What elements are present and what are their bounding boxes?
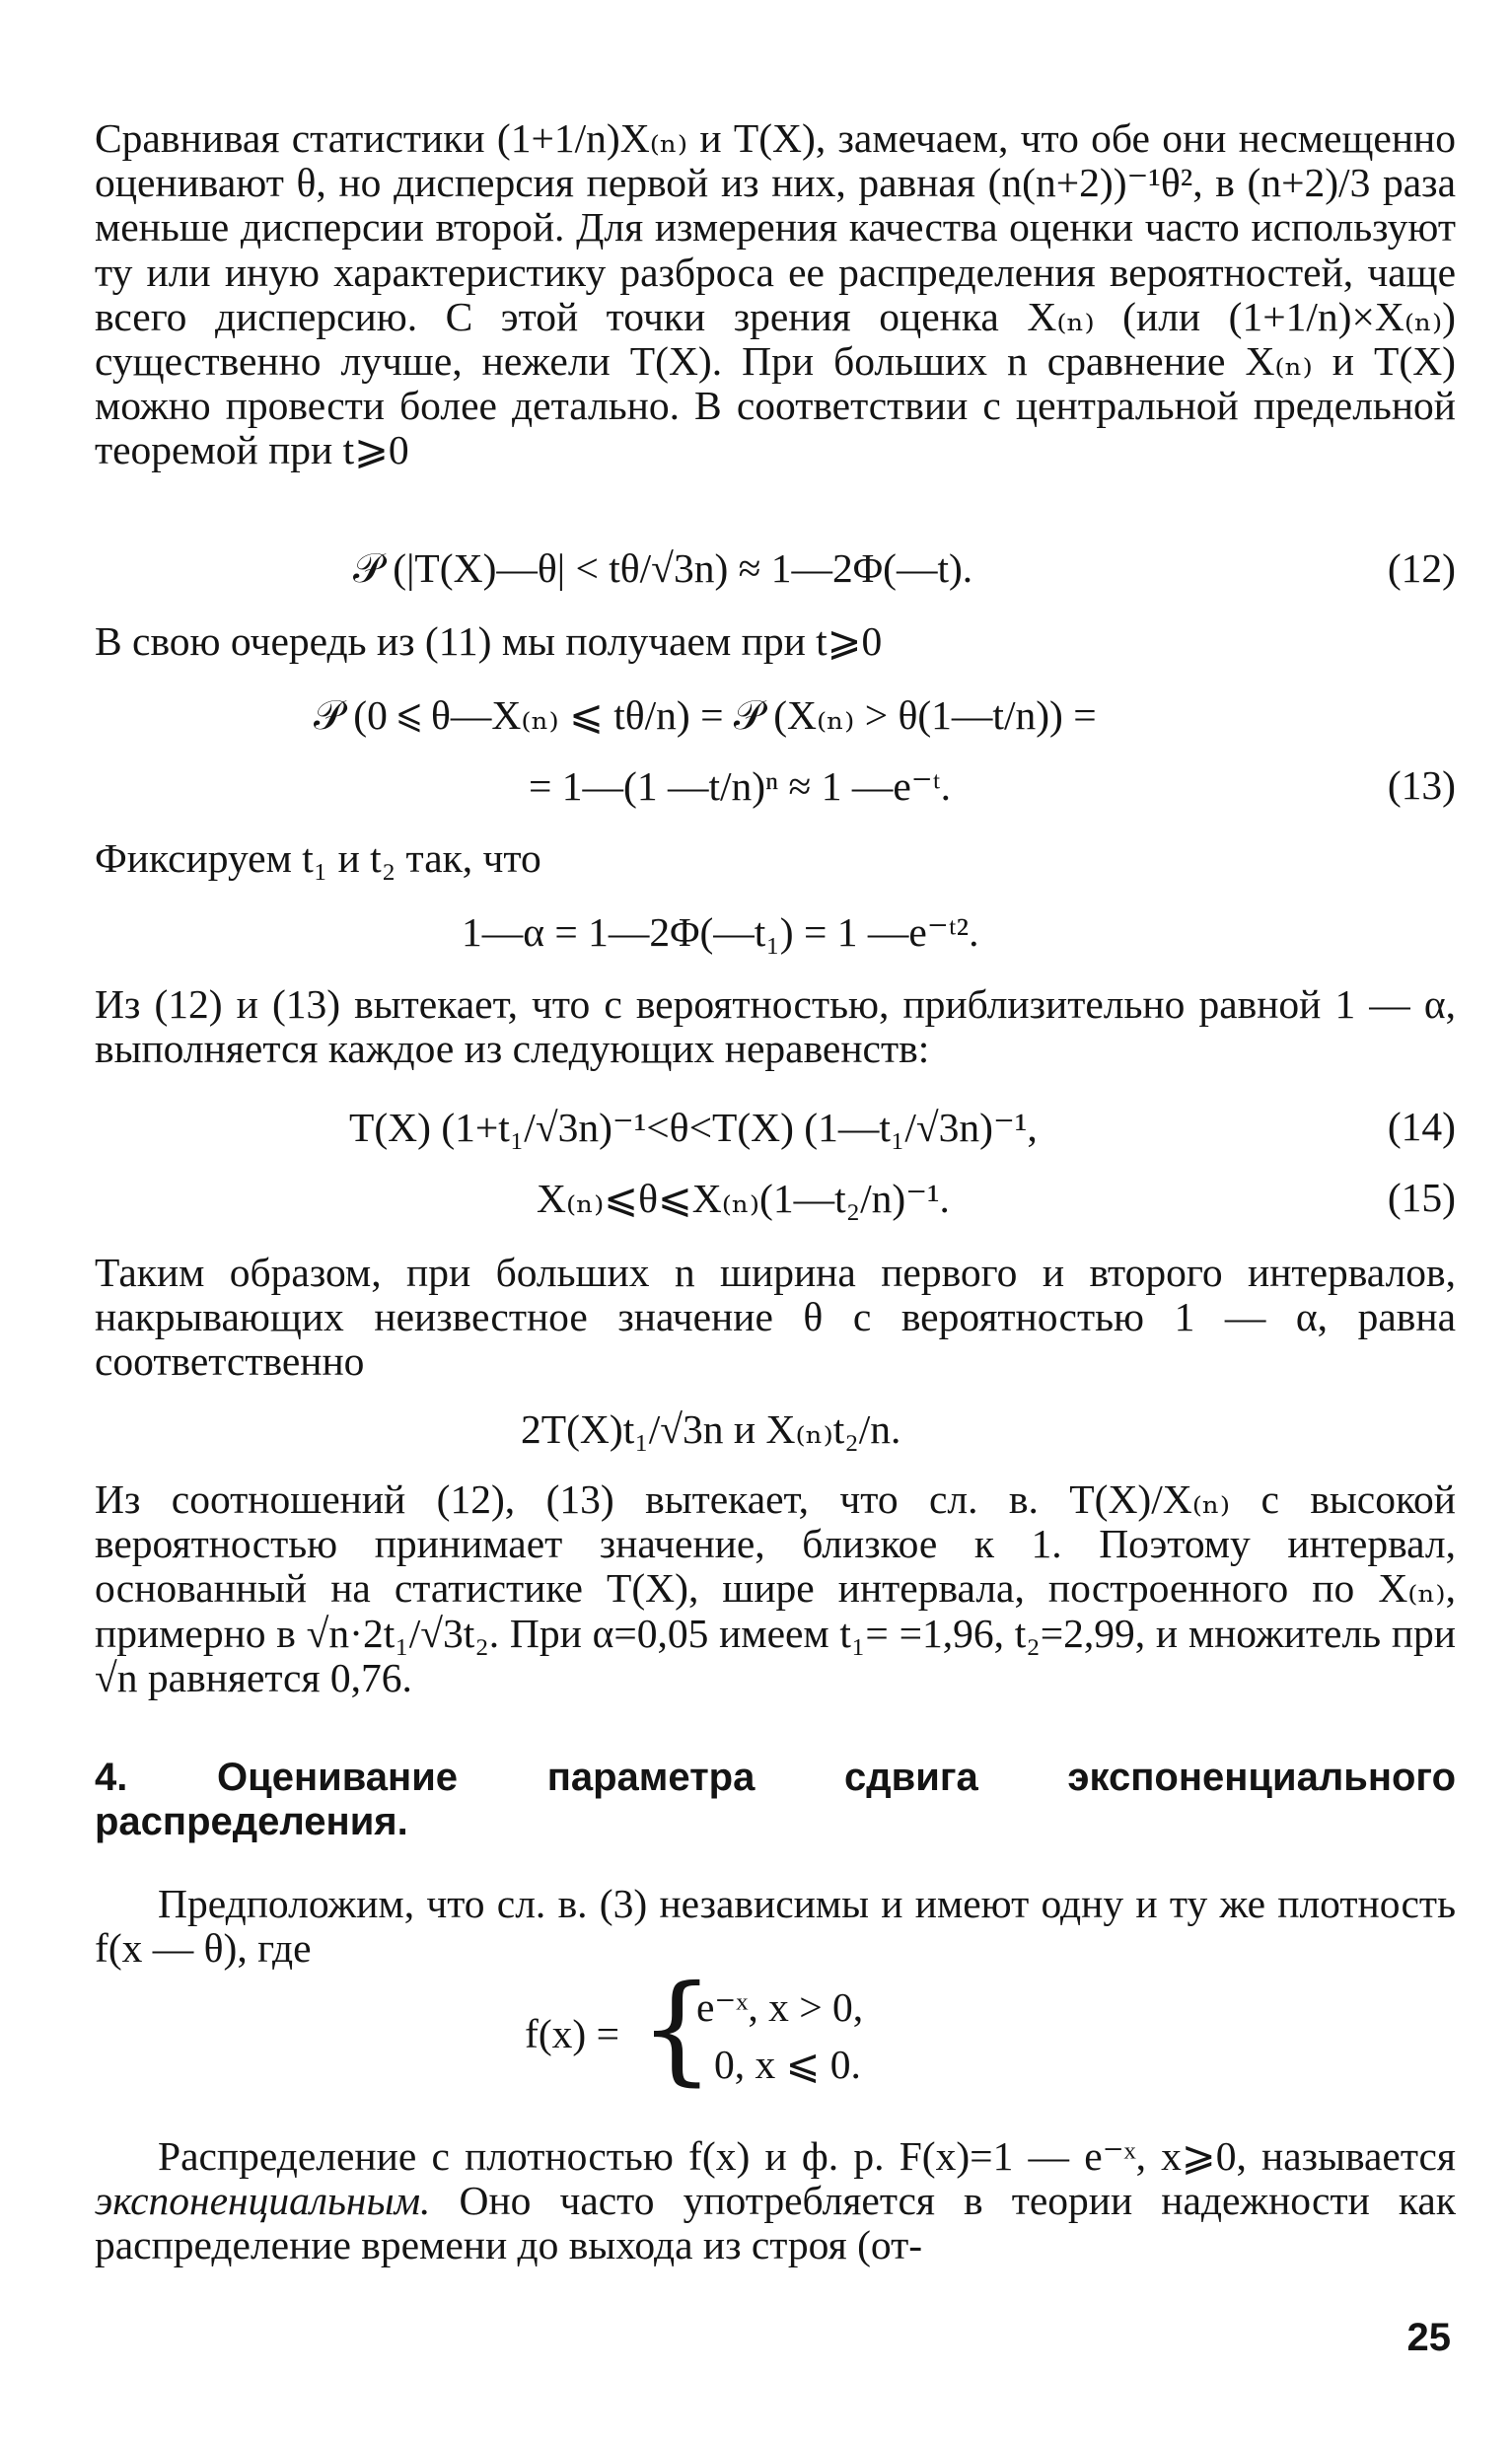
density-case-positive: e⁻ˣ, x > 0, (696, 1984, 864, 2030)
paragraph-7-text: Предположим, что сл. в. (3) независимы и имеют одну и ту же плотность f(x — θ), где (95, 1881, 1456, 1972)
equation-13-line1 (95, 690, 1456, 736)
paragraph-8-text-c: Оно часто употребляется в теории надежности как распределение времени до выхода из строя (от- (95, 2178, 1456, 2268)
equation-15 (95, 1174, 1456, 1219)
equation-12-number: (12) (1387, 545, 1456, 591)
density-brace: { (639, 1961, 715, 2098)
density-cases (95, 1961, 1456, 2098)
equation-14 (95, 1103, 1456, 1148)
paragraph-8-term: экспоненциальным. (95, 2178, 431, 2224)
equation-13-line2-expr: = 1—(1 —t/n)ⁿ ≈ 1 —e⁻ᵗ. (529, 763, 951, 809)
equation-density (95, 1961, 1456, 2101)
paragraph-8-text-a: Распределение с плотностью f(x) и ф. р. F(x)=1 — e⁻ˣ, x⩾0, называется (158, 2133, 1456, 2179)
equation-12-expr: 𝒫 (|T(X)—θ| < tθ/√3n) ≈ 1—2Φ(—t). (353, 545, 973, 591)
equation-fix (95, 907, 1456, 953)
equation-15-expr: X₍ₙ₎⩽θ⩽X₍ₙ₎(1—t₂/n)⁻¹. (537, 1176, 950, 1221)
equation-15-number: (15) (1387, 1175, 1456, 1220)
equation-13-number: (13) (1387, 762, 1456, 808)
page-number: 25 (1406, 2316, 1451, 2359)
equation-12 (95, 544, 1456, 590)
density-case-nonpositive: 0, x ⩽ 0. (714, 2042, 861, 2087)
paragraph-6: Из соотношений (12), (13) вытекает, что сл. в. T(X)/X₍ₙ₎ с высокой вероятностью принимает значение, близкое к 1. Поэтому интервал, основанный на статистике T(X), шире интервала, построенного по X₍ₙ₎, примерно в √n·2t₁/√3t₂. При α=0,05 имеем t₁= =1,96, t₂=2,99, и множитель при √n равняется 0,76. (95, 1476, 1456, 1700)
equation-13-line1-expr: 𝒫 (0 ⩽ θ—X₍ₙ₎ ⩽ tθ/n) = 𝒫 (X₍ₙ₎ > θ(1—t/n)) = (314, 692, 1097, 738)
paragraph-5: Таким образом, при больших n ширина первого и второго интервалов, накрывающих неизвестное значение θ с вероятностью 1 — α, равна соответственно (95, 1250, 1456, 1385)
equation-14-expr: T(X) (1+t₁/√3n)⁻¹<θ<T(X) (1—t₁/√3n)⁻¹, (349, 1105, 1038, 1150)
paragraph-7 (95, 1882, 1456, 1971)
paragraph-8 (95, 2134, 1456, 2268)
section-heading: 4. Оценивание параметра сдвига экспоненциального распределения. (95, 1756, 1456, 1843)
paragraph-2: В свою очередь из (11) мы получаем при t⩾0 (95, 618, 883, 664)
equation-13-line2 (95, 761, 1456, 807)
density-lhs: f(x) = (525, 2011, 619, 2056)
equation-widths (95, 1404, 1456, 1450)
equation-fix-expr: 1—α = 1—2Φ(—t₁) = 1 —e⁻ᵗ². (462, 909, 979, 955)
equation-widths-expr: 2T(X)t₁/√3n и X₍ₙ₎t₂/n. (521, 1406, 901, 1452)
equation-14-number: (14) (1387, 1104, 1456, 1149)
paragraph-3: Фиксируем t₁ и t₂ так, что (95, 835, 541, 881)
paragraph-1: Сравнивая статистики (1+1/n)X₍ₙ₎ и T(X), замечаем, что обе они несмещенно оценивают θ, но дисперсия первой из них, равная (n(n+2))⁻¹θ², в (n+2)/3 раза меньше дисперсии второй. Для измерения качества оценки часто используют ту или иную характеристику разброса ее распределения вероятностей, чаще всего дисперсию. С этой точки зрения оценка X₍ₙ₎ (или (1+1/n)×X₍ₙ₎) существенно лучше, нежели T(X). При больших n сравнение X₍ₙ₎ и T(X) можно провести более детально. В соответствии с центральной предельной теоремой при t⩾0 (95, 115, 1456, 473)
paragraph-4: Из (12) и (13) вытекает, что с вероятностью, приблизительно равной 1 — α, выполняется каждое из следующих неравенств: (95, 981, 1456, 1072)
